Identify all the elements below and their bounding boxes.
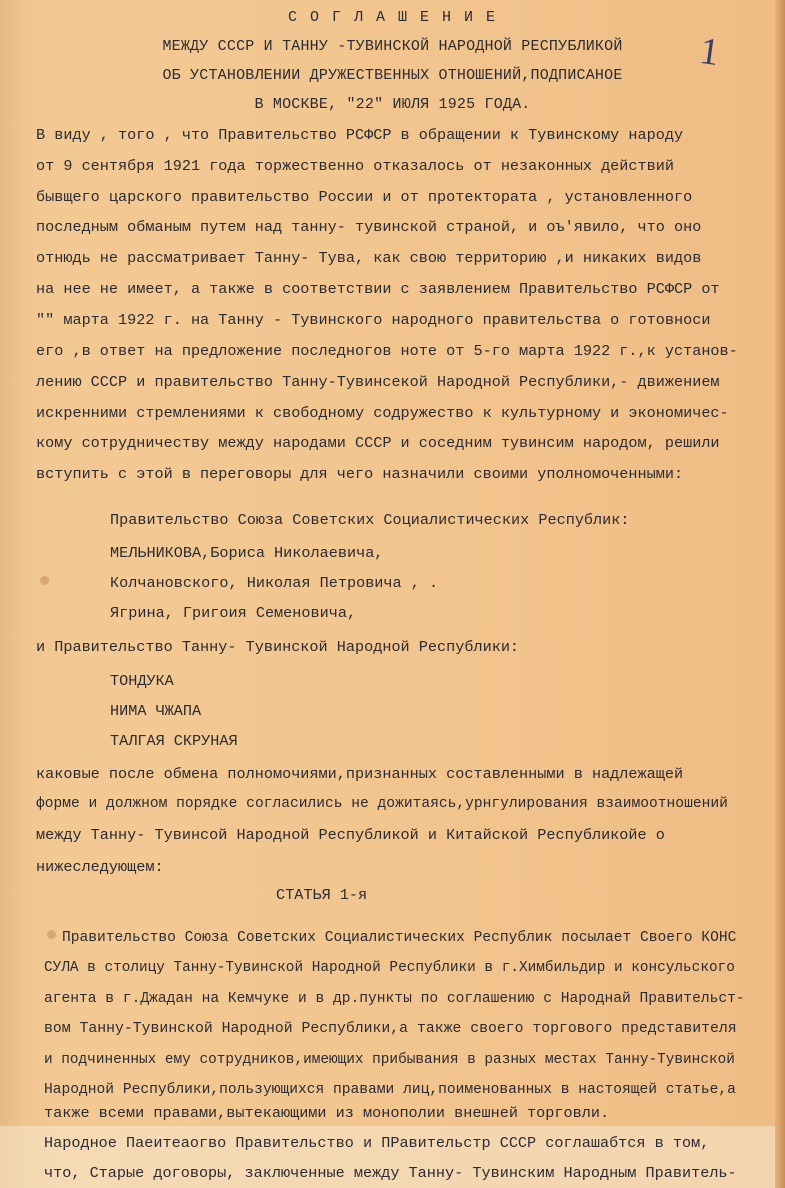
punch-hole: [40, 576, 49, 585]
article-line: вом Танну-Тувинской Народной Республики,а также своего торгового представителя: [44, 1021, 737, 1037]
article-line: также всеми правами,вытекающими из монополии внешней торговли.: [44, 1104, 610, 1122]
ussr-government-heading: Правительство Союза Советских Социалистических Республик:: [110, 511, 630, 529]
subtitle-line: ОБ УСТАНОВЛЕНИИ ДРУЖЕСТВЕННЫХ ОТНОШЕНИЙ,ПОДПИСАНОЕ: [162, 67, 623, 84]
article-line: Правительство Союза Советских Социалистических Республик посылает Своего КОНС: [62, 930, 737, 946]
preamble-line: искренними стремлениями к свободному содружество к культурному и экономичес-: [36, 404, 729, 422]
tuva-government-heading: и Правительство Танну- Тувинской Народной Республики:: [36, 638, 520, 656]
article-line: СУЛА в столицу Танну-Тувинской Народной Республики в г.Химбильдир и консульского: [44, 960, 735, 976]
agreement-line: между Танну- Тувинсой Народной Республикой и Китайской Республикойе о: [36, 826, 665, 844]
article-heading: СТАТЬЯ 1-я: [276, 886, 368, 904]
subtitle-line: В МОСКВЕ, "22" ИЮЛЯ 1925 ГОДА.: [254, 96, 531, 113]
preamble-line: бывщего царского правительство России и от протектората , установленного: [36, 188, 693, 206]
ussr-delegate: МЕЛЬНИКОВА,Бориса Николаевича,: [110, 544, 384, 562]
preamble-line: его ,в ответ на предложение последногов ноте от 5-го марта 1922 г.,к установ-: [36, 342, 738, 360]
agreement-line: форме и должном порядке согласились не дожитаясь,урнгулирования взаимоотношений: [36, 796, 728, 812]
ussr-delegate: Колчановского, Николая Петровича , .: [110, 574, 439, 592]
handwritten-page-number: 1: [697, 29, 722, 75]
article-line: и подчиненных ему сотрудников,имеющих прибывания в разных местах Танну-Тувинской: [44, 1052, 735, 1068]
preamble-line: последным обманым путем над танну- тувинской страной, и оъ'явило, что оно: [36, 218, 702, 236]
punch-hole: [47, 930, 56, 939]
bottom-line: Народное Паеитеаогво Правительство и ПРавительстр СССР соглашабтся в том,: [44, 1134, 710, 1152]
article-line: Народной Республики,пользующихся правами лиц,поименованных в настоящей статье,а: [44, 1082, 736, 1098]
document-title: С О Г Л А Ш Е Н И Е: [287, 9, 498, 26]
agreement-line: каковые после обмена полномочиями,признанных составленными в надлежащей: [36, 765, 684, 783]
ussr-delegate: Ягрина, Григоия Семеновича,: [110, 604, 357, 622]
tuva-delegate: НИМА ЧЖАПА: [110, 702, 202, 720]
preamble-line: "" марта 1922 г. на Танну - Тувинского народного правительства о готовноси: [36, 311, 711, 329]
preamble-line: на нее не имеет, а также в соответствии с заявлением Правительство РСФСР от: [36, 280, 720, 298]
preamble-line: кому сотрудничеству между народами СССР и соседним тувинсим народом, решили: [36, 434, 720, 452]
preamble-line: от 9 сентября 1921 года торжественно отказалось от незаконных действий: [36, 157, 674, 175]
preamble-line: вступить с этой в переговоры для чего назначили своими уполномоченными:: [36, 465, 684, 483]
article-line: агента в г.Джадан на Кемчуке и в др.пункты по соглашению с Народнай Правительст-: [44, 991, 745, 1007]
agreement-line: нижеследующем:: [36, 858, 164, 876]
preamble-line: В виду , того , что Правительство РСФСР в обращении к Тувинскому народу: [36, 126, 684, 144]
bottom-line: что, Старые договоры, заключенные между Танну- Тувинским Народным Правитель-: [44, 1164, 737, 1182]
preamble-line: лению СССР и правительство Танну-Тувинсекой Народной Республики,- движением: [36, 373, 720, 391]
subtitle-line: МЕЖДУ СССР И ТАННУ -ТУВИНСКОЙ НАРОДНОЙ РЕСПУБЛИКОЙ: [162, 38, 623, 55]
tuva-delegate: ТОНДУКА: [110, 672, 174, 690]
tuva-delegate: ТАЛГАЯ СКРУНАЯ: [110, 732, 238, 750]
preamble-line: отнюдь не рассматривает Танну- Тува, как свою территорию ,и никаких видов: [36, 249, 702, 267]
